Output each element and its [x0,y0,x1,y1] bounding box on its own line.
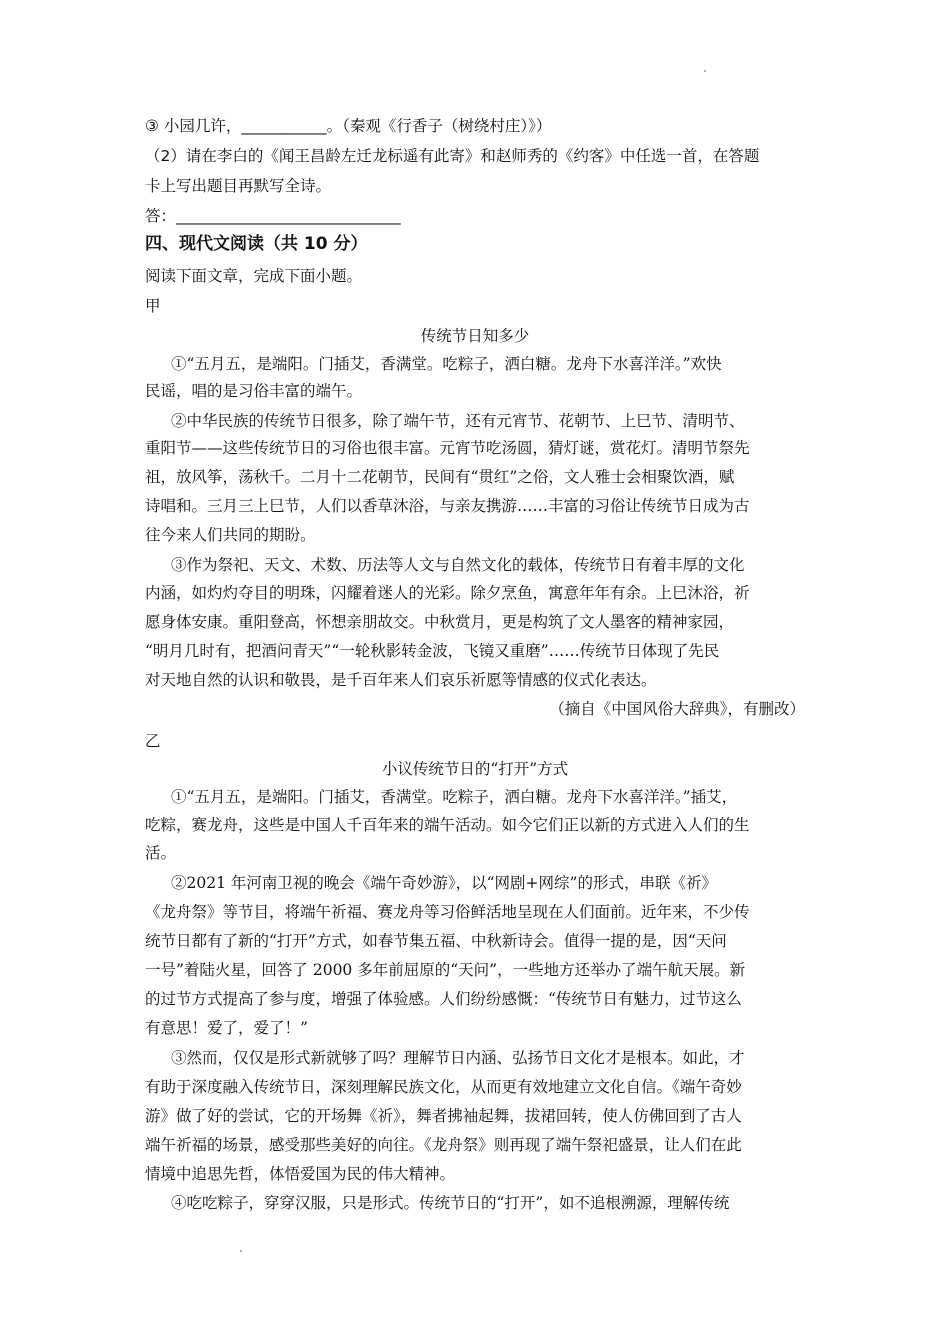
paragraph-line: ①“五月五，是端阳。门插艾，香满堂。吃粽子，洒白糖。龙舟下水喜洋洋。”插艾， [171,788,738,806]
paragraph-line: ②中华民族的传统节日很多，除了端午节，还有元宵节、花朝节、上巳节、清明节、 [171,412,745,430]
paragraph-line: “明月几时有，把酒问青天”“一轮秋影转金波，飞镜又重磨”……传统节日体现了先民 [145,642,720,660]
paragraph-line: 对天地自然的认识和敬畏，是千百年来人们哀乐祈愿等情感的仪式化表达。 [145,671,657,689]
paragraph-line: ①“五月五，是端阳。门插艾，香满堂。吃粽子，洒白糖。龙舟下水喜洋洋。”欢快 [171,355,722,373]
question-2-line-2: 卡上写出题目再默写全诗。 [145,177,332,195]
paragraph-line: 统节日都有了新的“打开”方式，如春节集五福、中秋新诗会。值得一提的是，因“天问 [145,932,727,950]
article-title-jia: 传统节日知多少 [420,327,530,345]
paragraph-line: 端午祈福的场景，感受那些美好的向往。《龙舟祭》则再现了端午祭祀盛景，让人们在此 [145,1136,742,1154]
paragraph-line: 诗唱和。三月三上巳节，人们以香草沐浴，与亲友携游……丰富的习俗让传统节日成为古 [145,497,750,515]
paragraph-line: 游》做了好的尝试，它的开场舞《祈》，舞者拂袖起舞，拔裙回转，使人仿佛回到了古人 [145,1107,742,1125]
paragraph-line: 内涵，如灼灼夺目的明珠，闪耀着迷人的光彩。除夕烹鱼，寓意年年有余。上巳沐浴，祈 [145,584,750,602]
paragraph-line: 活。 [145,844,177,862]
scan-speck [240,1250,242,1252]
answer-line: 答：_____________________________ [145,207,401,225]
paragraph-line: 的过节方式提高了参与度，增强了体验感。人们纷纷感慨：“传统节日有魅力，过节这么 [145,990,742,1008]
paragraph-line: 吃粽，赛龙舟，这些是中国人千百年来的端午活动。如今它们正以新的方式进入人们的生 [145,816,750,834]
source-citation: （摘自《中国风俗大辞典》，有删改） [549,700,805,718]
paragraph-line: 有意思！爱了，爱了！” [145,1019,308,1037]
text-label-jia: 甲 [145,297,161,315]
question-2-line-1: （2）请在李白的《闻王昌龄左迁龙标遥有此寄》和赵师秀的《约客》中任选一首，在答题 [145,147,760,165]
paragraph-line: 愿身体安康。重阳登高，怀想亲朋故交。中秋赏月，更是构筑了文人墨客的精神家园， [145,613,735,631]
paragraph-line: 往今来人们共同的期盼。 [145,526,316,544]
paragraph-line: 民谣，唱的是习俗丰富的端午。 [145,382,363,400]
paragraph-line: 情境中追思先哲，体悟爱国为民的伟大精神。 [145,1165,456,1183]
paragraph-line: 一号”着陆火星，回答了 2000 多年前屈原的“天问”，一些地方还举办了端午航天展。新 [145,961,746,979]
paragraph-line: ②2021 年河南卫视的晚会《端午奇妙游》，以“网剧+网综”的形式，串联《祈》 [171,874,717,892]
paragraph-line: 有助于深度融入传统节日，深刻理解民族文化，从而更有效地建立文化自信。《端午奇妙 [145,1078,742,1096]
paragraph-line: 祖，放风筝，荡秋千。二月十二花朝节，民间有“贯红”之俗，文人雅士会相聚饮酒，赋 [145,468,735,486]
text-label-yi: 乙 [145,732,161,750]
question-item-3: ③ 小园几许，___________。（秦观《行香子（树绕村庄）》） [145,117,552,135]
paragraph-line: ③作为祭祀、天文、术数、历法等人文与自然文化的载体，传统节日有着丰厚的文化 [171,556,745,574]
article-title-yi: 小议传统节日的“打开”方式 [381,760,569,778]
paragraph-line: ③然而，仅仅是形式新就够了吗？理解节日内涵、弘扬节日文化才是根本。如此，才 [171,1049,745,1067]
scan-speck [704,70,706,72]
instruction: 阅读下面文章，完成下面小题。 [145,267,363,285]
paragraph-line: 《龙舟祭》等节目，将端午祈福、赛龙舟等习俗鲜活地呈现在人们面前。近年来，不少传 [145,903,750,921]
section-heading: 四、现代文阅读（共 10 分） [145,234,368,254]
paragraph-line: ④吃吃粽子，穿穿汉服，只是形式。传统节日的“打开”，如不追根溯源，理解传统 [171,1194,730,1212]
paragraph-line: 重阳节——这些传统节日的习俗也很丰富。元宵节吃汤圆，猜灯谜，赏花灯。清明节祭先 [145,439,750,457]
